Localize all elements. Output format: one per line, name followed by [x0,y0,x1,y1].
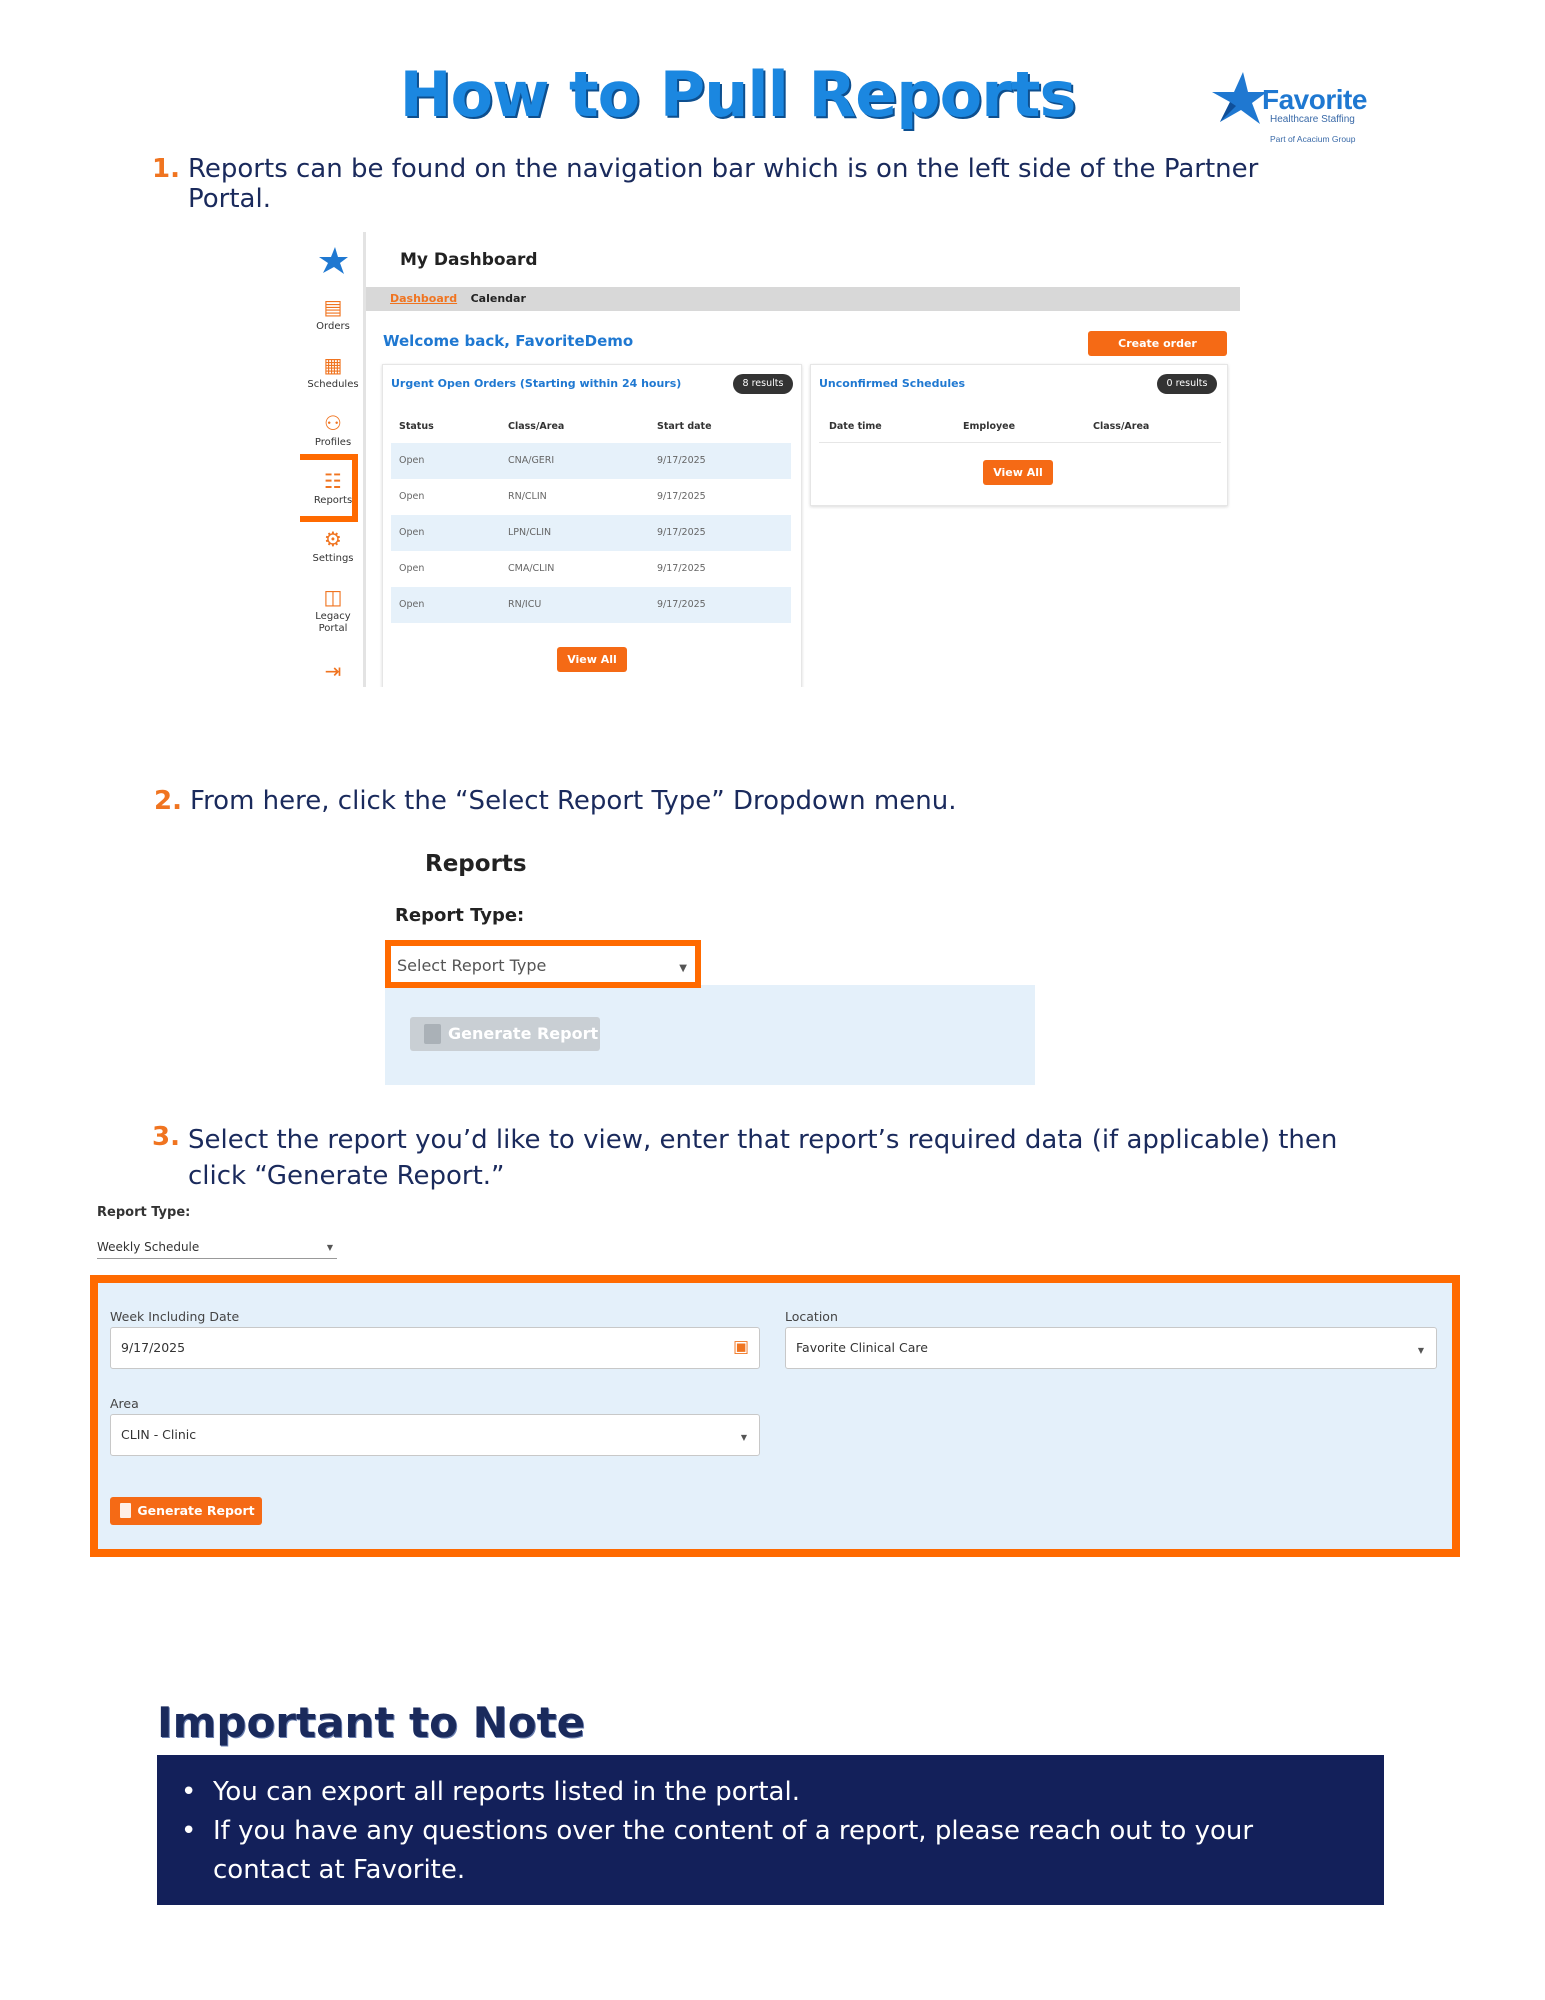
area-label: Area [110,1396,139,1411]
location-label: Location [785,1309,838,1324]
star-icon [317,246,349,276]
report-parameters-panel [90,1275,1460,1557]
step-2-number: 2. [154,786,182,816]
note-bullet: • You can export all reports listed in the portal. [177,1773,1384,1812]
unconfirmed-results-badge: 0 results [1157,374,1217,394]
sidebar-item-label: Profiles [314,437,352,448]
week-including-date-value: 9/17/2025 [121,1340,186,1355]
area-value: CLIN - Clinic [121,1427,197,1442]
urgent-table-header [391,407,791,443]
create-order-button[interactable]: Create order [1088,331,1227,356]
chevron-down-icon: ▼ [679,963,687,974]
generate-report-label: Generate Report [137,1503,255,1518]
sidebar-item-legacy-portal[interactable] [300,586,366,635]
logo-wordmark: Favorite [1262,84,1367,115]
page-title: How to Pull Reports [399,58,1076,131]
chevron-down-icon: ▼ [326,1243,333,1252]
column-header: Start date [657,421,712,432]
document-copy-icon [424,1024,441,1044]
cell-status: Open [399,527,425,538]
table-row[interactable] [391,479,791,515]
important-note-title: Important to Note [157,1698,586,1747]
location-value: Favorite Clinical Care [796,1340,928,1355]
unconfirmed-schedules-card [810,364,1228,506]
table-row[interactable] [391,515,791,551]
person-icon: ⚇ [324,411,342,435]
clipboard-icon: ▤ [323,295,343,319]
tab-dashboard[interactable]: Dashboard [390,292,458,305]
report-type-placeholder: Select Report Type [397,956,547,975]
unconfirmed-table-header [819,407,1221,443]
column-header: Class/Area [1093,421,1150,432]
note-bullet: • If you have any questions over the content of a report, please reach out to your contact at Favorite. [177,1812,1327,1890]
cell-start-date: 9/17/2025 [657,527,706,538]
dashboard-screenshot [300,232,1240,687]
sidebar-item-label: Orders [316,321,350,332]
important-note-box [157,1755,1384,1905]
column-header: Employee [963,421,1016,432]
gear-icon: ⚙ [324,527,342,551]
cell-class-area: CNA/GERI [508,455,555,466]
sidebar-item-settings[interactable] [300,528,366,564]
step-1-number: 1. [152,154,180,184]
step-1-text: Reports can be found on the navigation bar which is on the left side of the Partner Portal. [188,154,1259,214]
table-row[interactable] [391,443,791,479]
cell-status: Open [399,455,425,466]
cell-status: Open [399,599,425,610]
sidebar-item-reports[interactable] [300,470,366,506]
report-type-select[interactable] [385,940,701,988]
logo-tagline: Healthcare Staffing [1270,114,1355,125]
step-2-text: From here, click the “Select Report Type” Dropdown menu. [190,786,957,816]
calendar-icon: ▦ [323,353,343,377]
sidebar-item-logout[interactable] [300,660,366,685]
tab-calendar[interactable]: Calendar [470,292,526,305]
column-header: Date time [829,421,882,432]
area-select[interactable] [110,1414,760,1456]
sidebar-item-label: Settings [312,553,354,564]
cell-start-date: 9/17/2025 [657,491,706,502]
cell-class-area: LPN/CLIN [508,527,552,538]
week-including-date-label: Week Including Date [110,1309,240,1324]
table-row[interactable] [391,551,791,587]
urgent-orders-title: Urgent Open Orders (Starting within 24 hours) [391,377,682,390]
reports-title: Reports [425,851,527,877]
urgent-orders-card [382,364,802,687]
generate-report-button-disabled[interactable] [410,1017,600,1051]
location-select[interactable] [785,1327,1437,1369]
chevron-down-icon: ▼ [740,1433,747,1442]
calendar-icon[interactable]: ▣ [732,1337,749,1357]
document-copy-icon [120,1503,131,1518]
column-header: Status [399,421,434,432]
generate-report-button[interactable] [110,1497,262,1525]
dashboard-tabs [366,287,1240,311]
sidebar-item-label: Legacy Portal [315,611,351,634]
sidebar-item-schedules[interactable] [300,354,366,390]
cell-class-area: RN/ICU [508,599,542,610]
report-icon: ☷ [324,469,342,493]
cell-start-date: 9/17/2025 [657,563,706,574]
sidebar-item-label: Reports [313,495,353,506]
cell-class-area: RN/CLIN [508,491,547,502]
legacy-portal-icon: ◫ [323,585,343,609]
dashboard-title: My Dashboard [400,250,538,270]
logo-group-text: Part of Acacium Group [1270,134,1356,144]
sidebar-item-home[interactable] [300,246,366,276]
table-row[interactable] [391,587,791,623]
logout-icon: ⇥ [324,659,342,683]
report-type-label: Report Type: [395,905,525,926]
chevron-down-icon: ▼ [1417,1346,1424,1355]
cell-status: Open [399,563,425,574]
cell-class-area: CMA/CLIN [508,563,555,574]
sidebar-item-orders[interactable] [300,296,366,332]
urgent-results-badge: 8 results [733,374,793,394]
unconfirmed-view-all-button[interactable]: View All [983,460,1053,485]
week-including-date-input[interactable] [110,1327,760,1369]
weekly-schedule-screenshot [90,1195,1460,1555]
report-type-value: Weekly Schedule [97,1240,200,1254]
report-type-label: Report Type: [97,1205,191,1220]
sidebar-item-label: Schedules [307,379,359,390]
step-3-text: Select the report you’d like to view, enter that report’s required data (if applicable) then click “Generate Report.” [188,1125,1338,1191]
cell-status: Open [399,491,425,502]
welcome-message: Welcome back, FavoriteDemo [383,332,634,350]
favorite-logo [1210,68,1370,146]
cell-start-date: 9/17/2025 [657,455,706,466]
logo-star-icon [1210,70,1268,128]
reports-screenshot [385,835,1035,1085]
generate-report-label: Generate Report [448,1024,599,1043]
sidebar [300,232,366,687]
cell-start-date: 9/17/2025 [657,599,706,610]
unconfirmed-schedules-title: Unconfirmed Schedules [819,377,966,390]
step-3-number: 3. [152,1122,180,1152]
column-header: Class/Area [508,421,565,432]
sidebar-item-profiles[interactable] [300,412,366,448]
urgent-view-all-button[interactable]: View All [557,647,627,672]
report-type-select[interactable] [97,1237,337,1259]
